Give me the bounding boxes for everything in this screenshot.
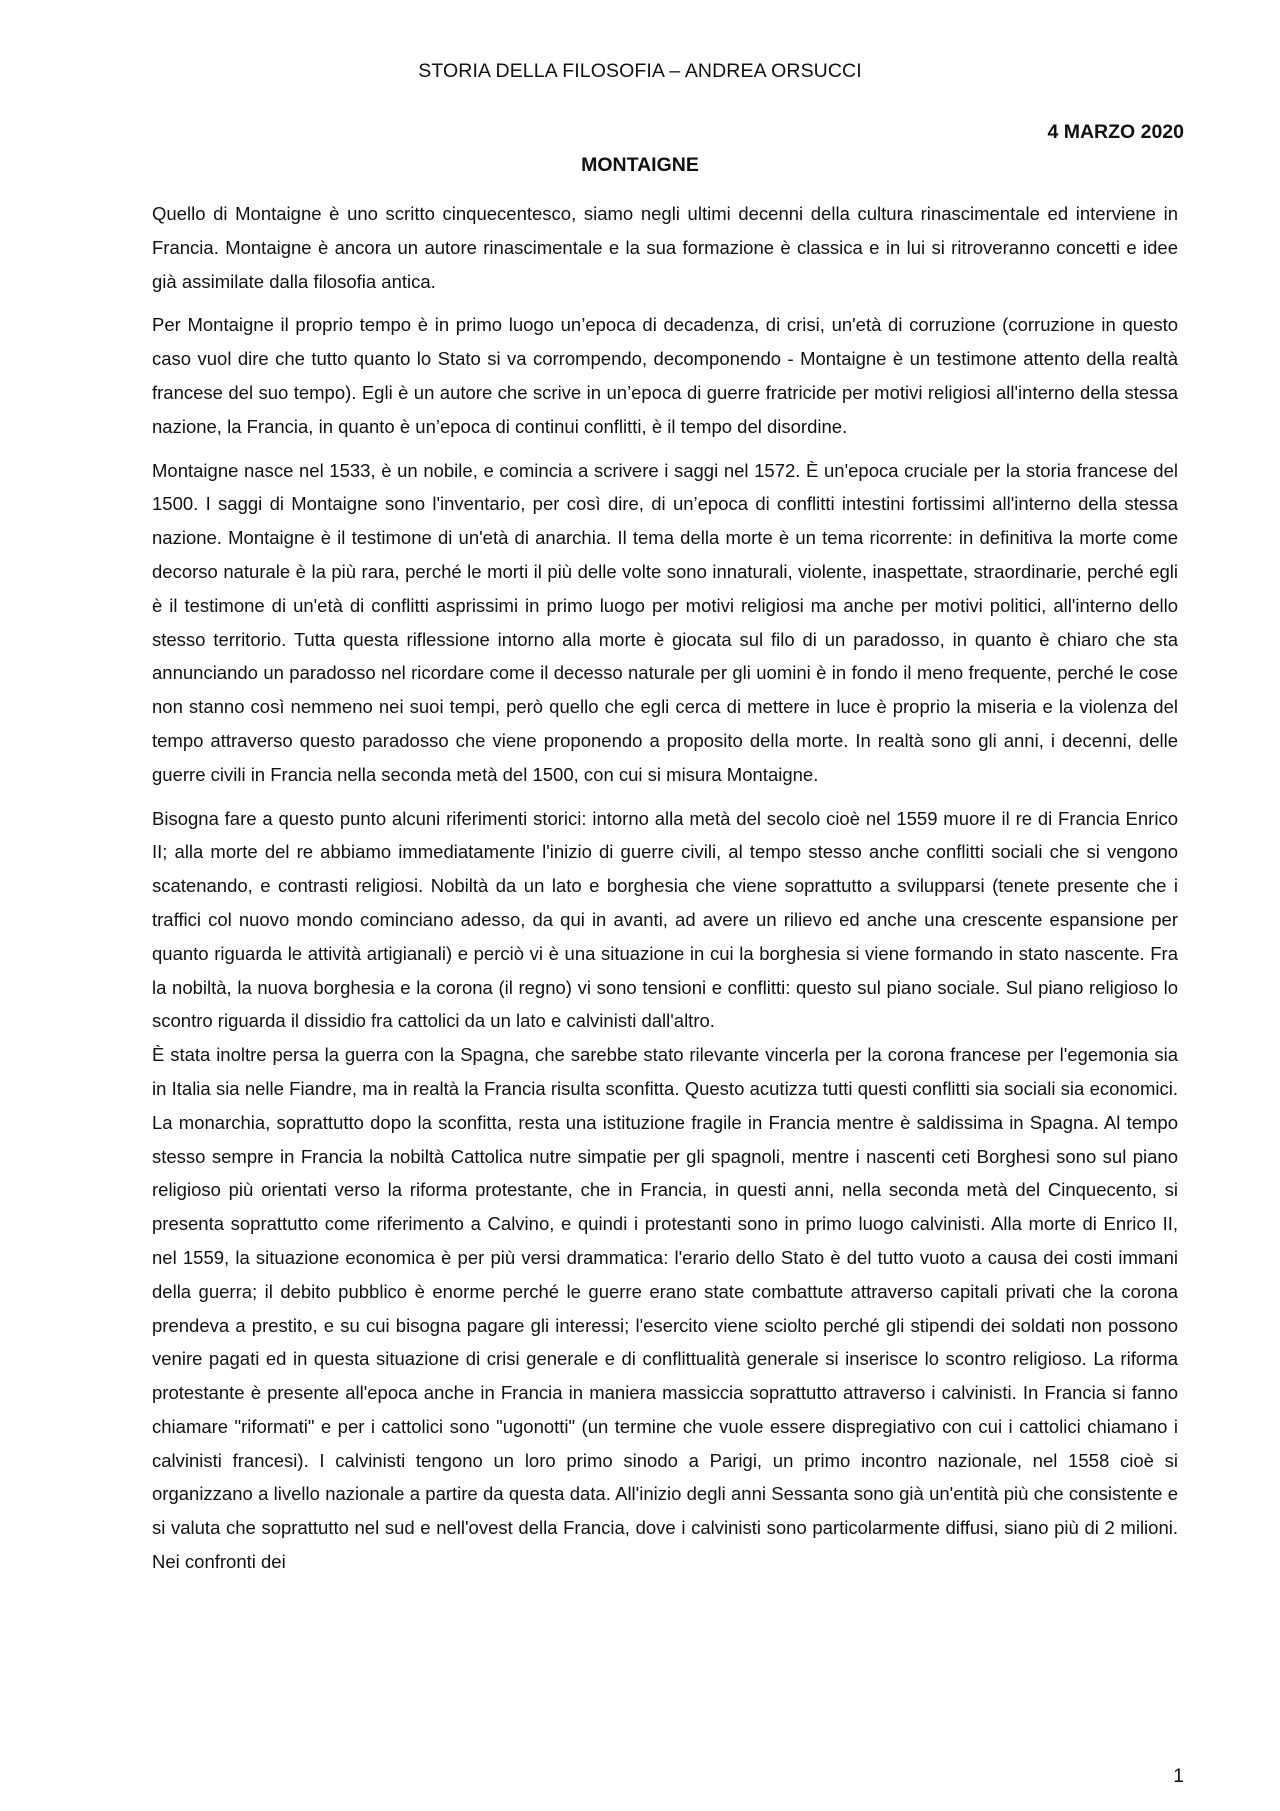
page-number: 1	[1173, 1765, 1184, 1787]
paragraph-1: Quello di Montaigne è uno scritto cinquecentesco, siamo negli ultimi decenni della cultura rinascimentale ed interviene in Francia. Montaigne è ancora un autore rinascimentale e la sua formazione è classica e in lui si ritroveranno concetti e idee già assimilate dalla filosofia antica.	[152, 203, 1178, 292]
document-body	[152, 197, 1178, 1589]
paragraph-2: Per Montaigne il proprio tempo è in primo luogo un’epoca di decadenza, di crisi, un'età di corruzione (corruzione in questo caso vuol dire che tutto quanto lo Stato si va corrompendo, decomponendo - Montaigne è un testimone attento della realtà francese del suo tempo). Egli è un autore che scrive in un’epoca di guerre fratricide per motivi religiosi all'interno della stessa nazione, la Francia, in quanto è un’epoca di continui conflitti, è il tempo del disordine.	[152, 314, 1178, 437]
page-title: MONTAIGNE	[581, 154, 699, 176]
running-header: STORIA DELLA FILOSOFIA – ANDREA ORSUCCI	[418, 60, 862, 82]
paragraph-3: Montaigne nasce nel 1533, è un nobile, e comincia a scrivere i saggi nel 1572. È un'epoca cruciale per la storia francese del 1500. I saggi di Montaigne sono l'inventario, per così dire, di un’epoca di conflitti intestini fortissimi all'interno della stessa nazione. Montaigne è il testimone di un'età di anarchia. Il tema della morte è un tema ricorrente: in definitiva la morte come decorso naturale è la più rara, perché le morti il più delle volte sono innaturali, violente, inaspettate, straordinarie, perché egli è il testimone di un'età di conflitti asprissimi in primo luogo per motivi religiosi ma anche per motivi politici, all'interno dello stesso territorio. Tutta questa riflessione intorno alla morte è giocata sul filo di un paradosso, in quanto è chiaro che sta annunciando un paradosso nel ricordare come il decesso naturale per gli uomini è in fondo il meno frequente, perché le cose non stanno così nemmeno nei suoi tempi, però quello che egli cerca di mettere in luce è proprio la miseria e la violenza del tempo attraverso questo paradosso che viene proponendo a proposito della morte. In realtà sono gli anni, i decenni, delle guerre civili in Francia nella seconda metà del 1500, con cui si misura Montaigne.	[152, 459, 1178, 785]
document-date: 4 MARZO 2020	[1047, 121, 1184, 143]
paragraph-5: È stata inoltre persa la guerra con la Spagna, che sarebbe stato rilevante vincerla per la corona francese per l'egemonia sia in Italia sia nelle Fiandre, ma in realtà la Francia risulta sconfitta. Questo acutizza tutti questi conflitti sia sociali sia economici. La monarchia, soprattutto dopo la sconfitta, resta una istituzione fragile in Francia mentre è saldissima in Spagna. Al tempo stesso sempre in Francia la nobiltà Cattolica nutre simpatie per gli spagnoli, mentre i nascenti ceti Borghesi sono sul piano religioso più orientati verso la riforma protestante, che in Francia, in questi anni, nella seconda metà del Cinquecento, si presenta soprattutto come riferimento a Calvino, e quindi i protestanti sono in primo luogo calvinisti. Alla morte di Enrico II, nel 1559, la situazione economica è per più versi drammatica: l'erario dello Stato è del tutto vuoto a causa dei costi immani della guerra; il debito pubblico è enorme perché le guerre erano state combattute attraverso capitali privati che la corona prendeva a prestito, e su cui bisogna pagare gli interessi; l'esercito viene sciolto perché gli stipendi dei soldati non possono venire pagati ed in questa situazione di crisi generale e di conflittualità generale si inserisce lo scontro religioso. La riforma protestante è presente all'epoca anche in Francia in maniera massiccia soprattutto attraverso i calvinisti. In Francia si fanno chiamare "riformati" e per i cattolici sono "ugonotti" (un termine che vuole essere dispregiativo con cui i cattolici chiamano i calvinisti francesi). I calvinisti tengono un loro primo sinodo a Parigi, un primo incontro nazionale, nel 1558 cioè si organizzano a livello nazionale a partire da questa data. All'inizio degli anni Sessanta sono già un'entità più che consistente e si valuta che soprattutto nel sud e nell'ovest della Francia, dove i calvinisti sono particolarmente diffusi, siano più di 2 milioni. Nei confronti dei	[152, 1044, 1178, 1573]
paragraph-4: Bisogna fare a questo punto alcuni riferimenti storici: intorno alla metà del secolo cioè nel 1559 muore il re di Francia Enrico II; alla morte del re abbiamo immediatamente l'inizio di guerre civili, al tempo stesso anche conflitti sociali che si vengono scatenando, e contrasti religiosi. Nobiltà da un lato e borghesia che viene soprattutto a svilupparsi (tenete presente che i traffici col nuovo mondo cominciano adesso, da qui in avanti, ad avere un rilievo ed anche una crescente espansione per quanto riguarda le attività artigianali) e perciò vi è una situazione in cui la borghesia si viene formando in stato nascente. Fra la nobiltà, la nuova borghesia e la corona (il regno) vi sono tensioni e conflitti: questo sul piano sociale. Sul piano religioso lo scontro riguarda il dissidio fra cattolici da un lato e calvinisti dall'altro.	[152, 807, 1178, 1032]
